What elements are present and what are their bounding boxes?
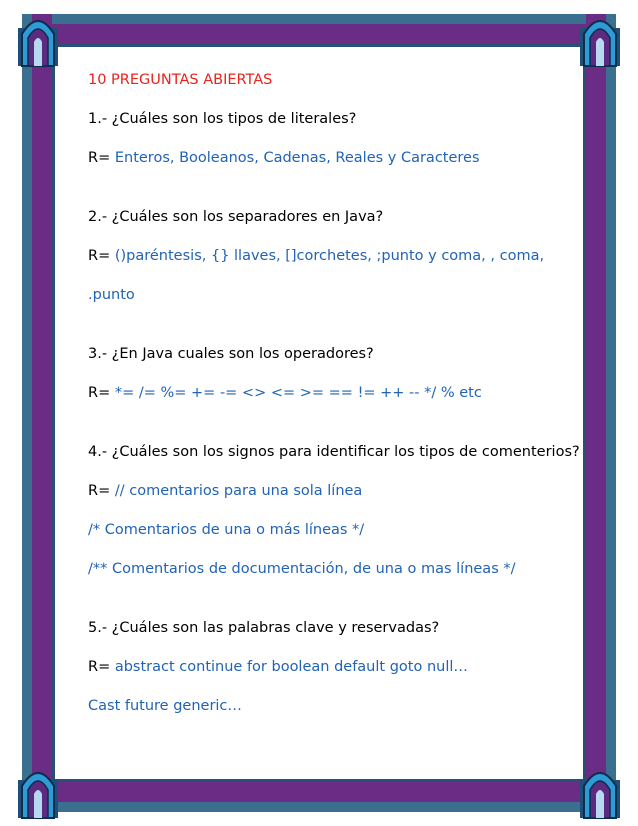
gothic-arch-ornament-icon bbox=[578, 8, 622, 68]
border-bottom-outer bbox=[22, 802, 616, 812]
answer-prefix: R= bbox=[88, 659, 111, 675]
border-left-line bbox=[52, 47, 55, 779]
answer-2-text: ()paréntesis, {} llaves, []corchetes, ;punto y coma, , coma, bbox=[114, 248, 545, 264]
document-body bbox=[88, 70, 580, 717]
answer-prefix: R= bbox=[88, 150, 111, 166]
border-top-line bbox=[22, 44, 616, 47]
border-right-inner bbox=[586, 14, 606, 812]
answer-3 bbox=[88, 383, 558, 404]
answer-2-continuation: .punto bbox=[88, 287, 135, 303]
border-right-outer bbox=[606, 14, 616, 812]
gothic-arch-ornament-icon bbox=[578, 760, 622, 820]
question-4: 4.- ¿Cuáles son los signos para identificar los tipos de comenterios? bbox=[88, 444, 580, 460]
document-title: 10 PREGUNTAS ABIERTAS bbox=[88, 72, 273, 88]
border-top-inner bbox=[22, 24, 616, 44]
question-2: 2.- ¿Cuáles son los separadores en Java? bbox=[88, 209, 384, 225]
gothic-arch-ornament-icon bbox=[16, 760, 60, 820]
answer-2 bbox=[88, 246, 558, 267]
question-5: 5.- ¿Cuáles son las palabras clave y reservadas? bbox=[88, 620, 440, 636]
answer-prefix: R= bbox=[88, 483, 111, 499]
border-left-inner bbox=[32, 14, 52, 812]
answer-4-line-2: /* Comentarios de una o más líneas */ bbox=[88, 522, 365, 538]
question-3: 3.- ¿En Java cuales son los operadores? bbox=[88, 346, 374, 362]
border-left-outer bbox=[22, 14, 32, 812]
border-bottom-inner bbox=[22, 782, 616, 802]
border-right-line bbox=[583, 47, 586, 779]
answer-4-line-3: /** Comentarios de documentación, de una o mas líneas */ bbox=[88, 561, 516, 577]
answer-prefix: R= bbox=[88, 385, 111, 401]
question-1: 1.- ¿Cuáles son los tipos de literales? bbox=[88, 111, 357, 127]
answer-3-text: *= /= %= += -= <> <= >= == != ++ -- */ % etc bbox=[114, 385, 482, 401]
answer-5-text: abstract continue for boolean default goto null… bbox=[114, 659, 468, 675]
answer-5-line-2: Cast future generic… bbox=[88, 698, 242, 714]
answer-5 bbox=[88, 657, 558, 678]
answer-1 bbox=[88, 148, 558, 169]
border-bottom-line bbox=[22, 779, 616, 782]
answer-4-text: // comentarios para una sola línea bbox=[114, 483, 363, 499]
border-top-outer bbox=[22, 14, 616, 24]
gothic-arch-ornament-icon bbox=[16, 8, 60, 68]
answer-prefix: R= bbox=[88, 248, 111, 264]
answer-1-text: Enteros, Booleanos, Cadenas, Reales y Caracteres bbox=[114, 150, 480, 166]
answer-4 bbox=[88, 481, 558, 502]
